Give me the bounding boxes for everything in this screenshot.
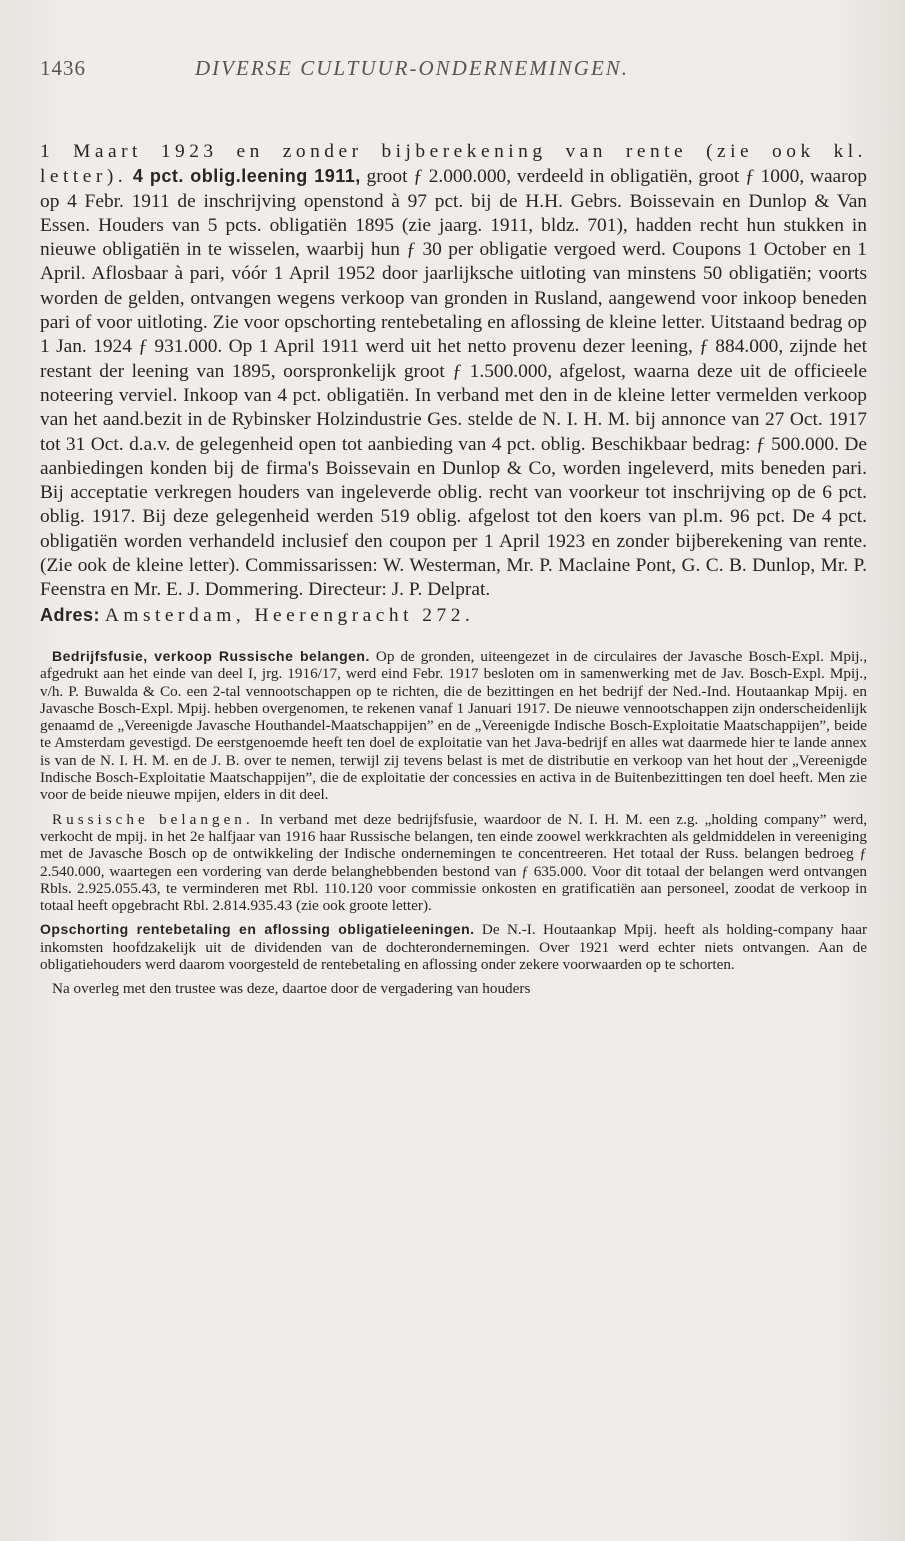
address-label: Adres: <box>40 604 101 625</box>
running-title: DIVERSE CULTUUR-ONDERNEMINGEN. <box>195 56 630 80</box>
main-body <box>40 140 867 628</box>
suspension-text: De N.-I. Houtaankap Mpij. heeft als holding-company haar inkomsten hoofdzakelijk uit de dividenden van de dochterondernemingen. Over 1921 werd echter niets ontvangen. Aan de obligatiehouders werd daarom voorgesteld de rentebetaling en aflossing onder zekere voorwaarden op te schorten. <box>40 921 867 973</box>
small-paragraph-suspension <box>40 921 867 973</box>
main-paragraph <box>40 140 867 603</box>
loan-heading: 4 pct. oblig.leening 1911, <box>132 166 361 187</box>
russian-lead: Russische belangen. <box>52 810 254 828</box>
fusion-text: Op de gronden, uiteengezet in de circulaires der Javasche Bosch-Expl. Mpij., afgedrukt aan het einde van deel I, jrg. 1916/17, werd eind Febr. 1917 besloten om in samenwerking met de Jav. Bosch-Expl. Mpij., v/h. P. Buwalda & Co. een 2-tal vennootschappen op te richten, die de bezittingen en het bedrijf der Ned.-Ind. Houtaankap Mpij. en Javasche Bosch-Expl. Mpij. hebben overgenomen, te rekenen vanaf 1 Januari 1917. De nieuwe vennootschappen zijn onderscheidenlijk genaamd de „Vereenigde Javasche Houthandel-Maatschappijen” en de „Vereenigde Indische Bosch-Exploitatie Maatschappijen”, beide te Amsterdam gevestigd. De eerstgenoemde heeft ten doel de exploitatie van het Java-bedrijf en alles wat daarmede hier te lande annex is van de N. I. H. M. en de J. B. over te nemen, terwijl zij tevens belast is met de distributie en verkoop van het hout der „Vereenigde Indische Bosch-Exploitatie Maatschappijen”, die de exploitatie der concessies en activa in de Buitenbezittingen ten doel heeft. Men zie voor de beide nieuwe mpijen, elders in dit deel. <box>40 647 868 804</box>
loan-description: groot ƒ 2.000.000, verdeeld in obligatiën, groot ƒ 1000, waarop op 4 Febr. 1911 de inschrijving openstond à 97 pct. bij de H.H. Gebrs. Boissevain en Dunlop & Van Essen. Houders van 5 pcts. obligatiën 1895 (zie jaarg. 1911, bldz. 701), hadden recht hun stukken in nieuwe obligatiën in te wisselen, waarbij hun ƒ 30 per obligatie vergoed werd. Coupons 1 October en 1 April. Aflosbaar à pari, vóór 1 April 1952 door jaarlijksche uitloting van minstens 50 obligatiën; voorts worden de gelden, ontvangen wegens verkoop van gronden in Rusland, aangewend voor inkoop beneden pari of voor uitloting. Zie voor opschorting rentebetaling en aflossing de kleine letter. Uitstaand bedrag op 1 Jan. 1924 ƒ 931.000. Op 1 April 1911 werd uit het netto provenu dezer leening, ƒ 884.000, zijnde het restant der leening van 1895, oorspronkelijk groot ƒ 1.500.000, afgelost, waarna deze uit de officieele noteering verviel. Inkoop van 4 pct. obligatiën. In verband met den in de kleine letter vermelden verkoop van het aand.bezit in de Rybinsker Holzindustrie Ges. stelde de N. I. H. M. bij annonce van 27 Oct. 1917 tot 31 Oct. d.a.v. de gelegenheid open tot aanbieding van 4 pct. oblig. Beschikbaar bedrag: ƒ 500.000. De aanbiedingen konden bij de firma's Boissevain en Dunlop & Co, worden ingeleverd, mits beneden pari. Bij acceptatie verkregen houders van ingeleverde oblig. recht van voorkeur tot inschrijving op de 6 pct. oblig. 1917. Bij deze gelegenheid werden 519 oblig. afgelost tot den koers van pl.m. 96 pct. De 4 pct. obligatiën worden verhandeld inclusief den coupon per 1 April 1923 en zonder bijberekening van rente. (Zie ook de kleine letter). Commissarissen: W. Westerman, Mr. P. Maclaine Pont, G. C. B. Dunlop, Mr. P. Feenstra en Mr. E. J. Dommering. Directeur: J. P. Delprat. <box>40 166 868 601</box>
trustee-text: Na overleg met den trustee was deze, daartoe door de vergadering van houders <box>52 980 531 998</box>
address-line <box>40 603 867 628</box>
small-print-section <box>40 648 867 998</box>
page-header <box>40 56 867 96</box>
opening-date-text: 1 Maart 1923 en zonder bijberekening van rente (zie ook kl. letter). <box>40 141 867 188</box>
address-value: Amsterdam, Heerengracht 272. <box>104 604 475 626</box>
russian-text: In verband met deze bedrijfsfusie, waardoor de N. I. H. M. een z.g. „holding company” werd, verkocht de mpij. in het 2e halfjaar van 1916 haar Russische belangen, ten einde zoowel werkkrachten als geldmiddelen in vereeniging met de Javasche Bosch op de ontwikkeling der Indische ondernemingen te concentreeren. Het totaal der Russ. belangen bedroeg ƒ 2.540.000, waartegen een vordering van derde belanghebbenden bestond van ƒ 635.000. Voor dit totaal der belangen werd ontvangen Rbls. 2.925.055.43, te verminderen met Rbl. 110.120 voor commissie onkosten en gratificatiën aan personeel, zoodat de verkoop in totaal heeft opgebracht Rbl. 2.814.935.43 (zie ook groote letter). <box>40 810 867 915</box>
suspension-heading: Opschorting rentebetaling en aflossing obligatieleeningen. <box>40 921 475 938</box>
small-paragraph-trustee <box>40 980 867 997</box>
page-number: 1436 <box>40 56 86 80</box>
fusion-heading: Bedrijfsfusie, verkoop Russische belangen. <box>52 647 370 664</box>
small-paragraph-russian <box>40 811 867 915</box>
small-paragraph-fusion <box>40 648 867 804</box>
